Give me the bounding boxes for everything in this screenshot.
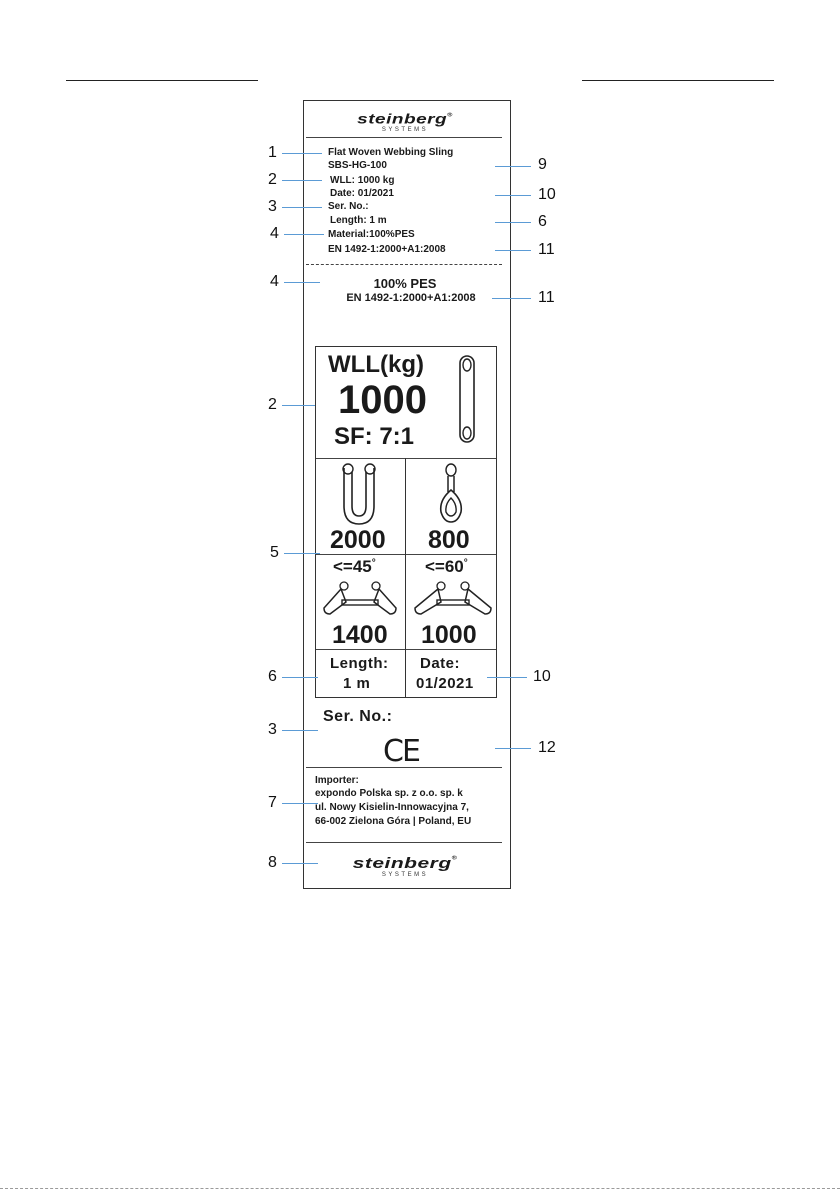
- logo-top-brand: steinberg: [357, 111, 448, 128]
- angle45-label: [333, 557, 376, 577]
- leader-4b: [284, 282, 320, 283]
- u-basket-icon: [338, 462, 380, 528]
- callout-10b: 10: [533, 668, 551, 685]
- callout-12: 12: [538, 739, 556, 756]
- importer-title: Importer:: [315, 775, 359, 786]
- importer-line1: expondo Polska sp. z o.o. sp. k: [315, 788, 463, 799]
- leader-10a: [495, 195, 531, 196]
- header-rule-left: [66, 80, 258, 81]
- logo-bottom-sub: SYSTEMS: [381, 872, 429, 878]
- leader-3b: [282, 730, 318, 731]
- info-wll: WLL: 1000 kg: [330, 175, 395, 186]
- callout-9: 9: [538, 156, 547, 173]
- table-line-1: [316, 458, 496, 459]
- angle45-value: 1400: [332, 621, 388, 649]
- ubasket-value: 2000: [330, 526, 386, 554]
- wll-value: 1000: [338, 378, 427, 422]
- leader-10b: [487, 677, 527, 678]
- callout-1: 1: [268, 144, 277, 161]
- choke-hitch-icon: [436, 462, 466, 524]
- importer-line3: 66-002 Zielona Góra | Poland, EU: [315, 816, 472, 827]
- label-divider-top: [306, 137, 502, 138]
- length-label: Length:: [330, 655, 389, 672]
- leader-5: [284, 553, 320, 554]
- label-divider-bottom: [306, 842, 502, 843]
- leader-2a: [282, 180, 322, 181]
- callout-3a: 3: [268, 198, 277, 215]
- table-vline: [405, 458, 406, 697]
- importer-line2: ul. Nowy Kisielin-Innowacyjna 7,: [315, 802, 469, 813]
- choke-value: 800: [428, 526, 470, 554]
- angle60-sling-icon: [413, 580, 493, 618]
- callout-4a: 4: [270, 225, 279, 242]
- info-date: Date: 01/2021: [330, 188, 394, 199]
- standard-big: EN 1492-1:2000+A1:2008: [346, 292, 476, 304]
- safety-factor: SF: 7:1: [334, 423, 415, 450]
- material-big: 100% PES: [373, 276, 437, 291]
- angle45-text: <=45: [333, 557, 372, 576]
- label-divider-dashed: [306, 264, 502, 265]
- straight-sling-icon: [454, 352, 480, 448]
- angle60-value: 1000: [421, 621, 477, 649]
- logo-bottom-reg: ®: [451, 855, 458, 861]
- angle60-text: <=60: [425, 557, 464, 576]
- label-divider-importer: [306, 767, 502, 768]
- logo-top: [336, 110, 474, 133]
- info-serno: Ser. No.:: [328, 201, 369, 212]
- logo-top-sub: SYSTEMS: [381, 127, 429, 133]
- callout-4b: 4: [270, 273, 279, 290]
- callout-3b: 3: [268, 721, 277, 738]
- page-footer-rule: [0, 1188, 840, 1189]
- leader-9: [495, 166, 531, 167]
- header-rule-right: [582, 80, 774, 81]
- date-value: 01/2021: [416, 675, 474, 692]
- angle60-label: [425, 557, 468, 577]
- callout-11b: 11: [538, 289, 555, 306]
- callout-8: 8: [268, 854, 277, 871]
- leader-6a: [282, 677, 318, 678]
- leader-7: [282, 803, 318, 804]
- leader-11a: [495, 250, 531, 251]
- callout-7: 7: [268, 794, 277, 811]
- leader-4a: [284, 234, 324, 235]
- date-label: Date:: [420, 655, 461, 672]
- leader-6b: [495, 222, 531, 223]
- length-value: 1 m: [343, 675, 371, 692]
- info-material: Material:100%PES: [328, 229, 415, 240]
- info-standard: EN 1492-1:2000+A1:2008: [328, 244, 446, 255]
- callout-2a: 2: [268, 171, 277, 188]
- logo-bottom: [322, 853, 488, 878]
- logo-top-reg: ®: [447, 112, 453, 118]
- callout-6a: 6: [268, 668, 277, 685]
- leader-3a: [282, 207, 322, 208]
- leader-8: [282, 863, 318, 864]
- callout-10a: 10: [538, 186, 556, 203]
- serno-big: Ser. No.:: [323, 708, 393, 725]
- leader-12: [495, 748, 531, 749]
- callout-2b: 2: [268, 396, 277, 413]
- wll-title: WLL(kg): [328, 351, 424, 378]
- logo-bottom-brand: steinberg: [352, 855, 452, 872]
- leader-2b: [282, 405, 315, 406]
- ce-mark: CE: [383, 734, 419, 769]
- info-name: Flat Woven Webbing Sling: [328, 147, 454, 158]
- callout-11a: 11: [538, 241, 555, 258]
- callout-6b: 6: [538, 213, 547, 230]
- angle45-sling-icon: [322, 580, 398, 618]
- leader-11b: [492, 298, 531, 299]
- leader-1: [282, 153, 322, 154]
- angle60-degree: °: [463, 557, 468, 569]
- angle45-degree: °: [371, 557, 376, 569]
- callout-5: 5: [270, 544, 279, 561]
- info-model: SBS-HG-100: [328, 160, 387, 171]
- info-length: Length: 1 m: [330, 215, 387, 226]
